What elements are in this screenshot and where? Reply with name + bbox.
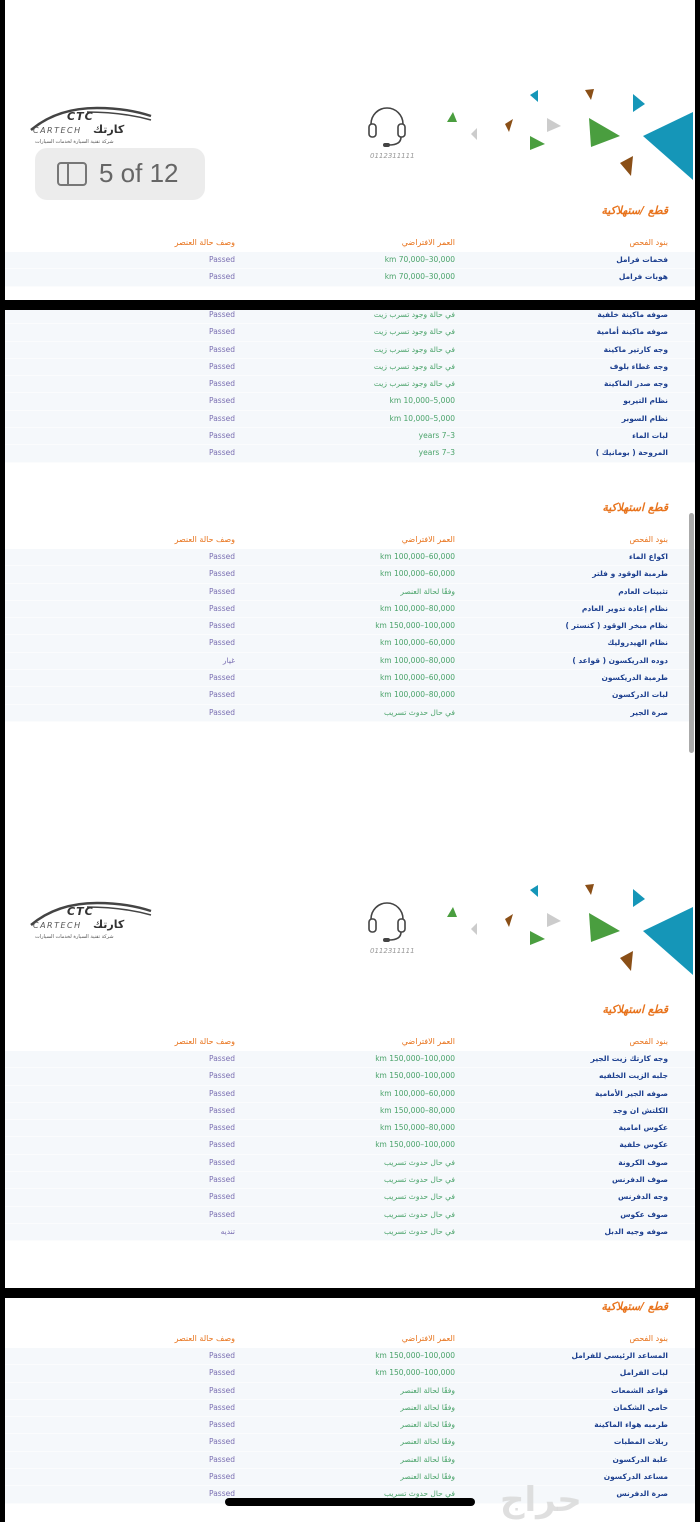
status: Passed xyxy=(209,1088,235,1098)
table-row xyxy=(5,376,695,393)
table-row xyxy=(5,1400,695,1417)
item-name: صوفه ماكينة أمامية xyxy=(596,327,668,337)
table-row xyxy=(5,1224,695,1241)
lifespan: وفقًا لحالة العنصر xyxy=(400,1454,455,1464)
decorative-triangles xyxy=(435,88,695,183)
lifespan: km 100,000–60,000 xyxy=(379,1088,455,1098)
decorative-triangles xyxy=(435,883,695,978)
lifespan: km 100,000–80,000 xyxy=(379,690,455,700)
item-name: علبة الدركسون xyxy=(612,1454,668,1464)
lifespan: في حال حدوث تسريب xyxy=(384,1226,455,1236)
status: Passed xyxy=(209,448,235,458)
section-title: قطع /ستهلاكية xyxy=(601,1300,668,1313)
lifespan: km 70,000–30,000 xyxy=(384,272,455,282)
table-row xyxy=(5,1452,695,1469)
item-name: وجه غطاء بلوف xyxy=(609,361,668,371)
status: Passed xyxy=(209,1105,235,1115)
lifespan: km 150,000–100,000 xyxy=(375,1368,455,1378)
item-name: صوفه وجيه الدبل xyxy=(604,1226,668,1236)
column-header-life: العمر الافتراضي xyxy=(401,535,455,544)
status: Passed xyxy=(209,1368,235,1378)
item-name: طرمبة الدريكسون xyxy=(601,673,668,683)
lifespan: وفقًا لحالة العنصر xyxy=(400,1472,455,1482)
table-body xyxy=(5,1348,695,1504)
lifespan: years 7–3 xyxy=(418,448,455,458)
lifespan: years 7–3 xyxy=(418,431,455,441)
item-name: وجه كارتك زيت الجير xyxy=(590,1054,668,1063)
table-row xyxy=(5,411,695,428)
table-row xyxy=(5,1103,695,1120)
table-row xyxy=(5,687,695,704)
status: Passed xyxy=(209,1351,235,1360)
item-name: طرمبه هواء الماكينة xyxy=(594,1420,668,1430)
lifespan: km 150,000–100,000 xyxy=(375,1054,455,1063)
item-name: صرة الدفرنس xyxy=(616,1489,668,1499)
lifespan: في حال حدوث تسريب xyxy=(384,1209,455,1219)
item-name: طرمبة الوقود و فلتر xyxy=(592,569,668,579)
column-header-status: وصف حالة العنصر xyxy=(174,535,235,544)
lifespan: km 150,000–80,000 xyxy=(379,1123,455,1133)
status: Passed xyxy=(209,327,235,337)
lifespan: في حالة وجود تسرب زيت xyxy=(373,327,455,337)
item-name: وجه صدر الماكينة xyxy=(604,379,668,389)
item-name: فحمات فرامل xyxy=(616,255,668,264)
item-name: الكلتش ان وجد xyxy=(612,1105,668,1115)
status: Passed xyxy=(209,690,235,700)
column-header-life: العمر الافتراضي xyxy=(401,1037,455,1046)
table-row xyxy=(5,393,695,410)
lifespan: وفقًا لحالة العنصر xyxy=(400,586,455,596)
document-page-3 xyxy=(5,1298,695,1522)
lifespan: في حال حدوث تسريب xyxy=(384,707,455,717)
lifespan: km 150,000–100,000 xyxy=(375,621,455,631)
status: Passed xyxy=(209,361,235,371)
table-row xyxy=(5,1469,695,1486)
table-row xyxy=(5,445,695,462)
item-name: جلبه الزيت الخلفيه xyxy=(599,1071,668,1081)
item-name: ربلات المطبات xyxy=(613,1437,668,1447)
table-row xyxy=(5,269,695,286)
table-row xyxy=(5,566,695,583)
lifespan: في حال حدوث تسريب xyxy=(384,1489,455,1499)
cartech-logo: CTC CARTECH كارتك شركة تقنية السيارة لخدمات السيارات xyxy=(27,104,157,164)
table-row xyxy=(5,1434,695,1451)
item-name: نظام التيربو xyxy=(623,396,668,406)
status: Passed xyxy=(209,707,235,717)
table-body xyxy=(5,1051,695,1241)
item-name: قواعد الشمعات xyxy=(611,1385,668,1395)
status: Passed xyxy=(209,603,235,613)
section-title: قطع استهلاكية xyxy=(602,501,668,514)
lifespan: km 10,000–5,000 xyxy=(389,396,455,406)
item-name: المروحة ( بومانيك ) xyxy=(595,448,668,458)
column-header-status: وصف حالة العنصر xyxy=(174,1334,235,1343)
status: غيار xyxy=(222,655,235,665)
column-header-item: بنود الفحص xyxy=(629,535,668,544)
status: Passed xyxy=(209,396,235,406)
table-row xyxy=(5,1417,695,1434)
table-row xyxy=(5,1120,695,1137)
status: Passed xyxy=(209,1454,235,1464)
status: تنديه xyxy=(220,1226,235,1236)
item-name: حامي الشكمان xyxy=(613,1402,668,1412)
status: Passed xyxy=(209,1054,235,1063)
lifespan: في حالة وجود تسرب زيت xyxy=(373,361,455,371)
status: Passed xyxy=(209,621,235,631)
column-header-life: العمر الافتراضي xyxy=(401,238,455,247)
lifespan: km 150,000–100,000 xyxy=(375,1351,455,1360)
status: Passed xyxy=(209,431,235,441)
item-name: وجه كارتير ماكينة xyxy=(603,344,668,354)
item-name: صوفه الجير الأمامية xyxy=(594,1088,668,1098)
table-row xyxy=(5,1383,695,1400)
lifespan: km 100,000–60,000 xyxy=(379,569,455,579)
status: Passed xyxy=(209,569,235,579)
lifespan: km 150,000–100,000 xyxy=(375,1071,455,1081)
column-header-item: بنود الفحص xyxy=(629,238,668,247)
table-row xyxy=(5,324,695,341)
status: Passed xyxy=(209,344,235,354)
column-header-status: وصف حالة العنصر xyxy=(174,1037,235,1046)
lifespan: في حالة وجود تسرب زيت xyxy=(373,310,455,319)
headset-icon xyxy=(365,106,409,150)
table-body xyxy=(5,549,695,722)
item-name: نظام السوبر xyxy=(621,413,668,423)
item-name: اكواع الماء xyxy=(628,552,668,561)
cartech-logo: CTC CARTECH كارتك شركة تقنية السيارة لخدمات السيارات xyxy=(27,899,157,959)
phone-number: 0112311111 xyxy=(370,947,415,955)
table-row xyxy=(5,635,695,652)
headset-icon xyxy=(365,901,409,945)
item-name: دوده الدريكسون ( قواعد ) xyxy=(572,655,668,665)
status: Passed xyxy=(209,255,235,264)
status: Passed xyxy=(209,1472,235,1482)
column-header-item: بنود الفحص xyxy=(629,1037,668,1046)
lifespan: km 100,000–60,000 xyxy=(379,638,455,648)
item-name: هوبات فرامل xyxy=(618,272,668,282)
item-name: صوفه ماكينة خلفية xyxy=(597,310,668,319)
lifespan: وفقًا لحالة العنصر xyxy=(400,1402,455,1412)
item-name: تثبيتات العادم xyxy=(618,586,668,596)
status: Passed xyxy=(209,673,235,683)
table-row xyxy=(5,601,695,618)
table-row xyxy=(5,705,695,722)
table-row xyxy=(5,549,695,566)
status: Passed xyxy=(209,1420,235,1430)
status: Passed xyxy=(209,586,235,596)
item-name: لبات الماء xyxy=(632,431,668,441)
table-row xyxy=(5,1068,695,1085)
item-name: صرة الجير xyxy=(630,707,668,717)
status: Passed xyxy=(209,1402,235,1412)
status: Passed xyxy=(209,1489,235,1499)
table-row xyxy=(5,1051,695,1068)
status: Passed xyxy=(209,1071,235,1081)
item-name: صوف الكرونة xyxy=(618,1157,668,1167)
status: Passed xyxy=(209,1385,235,1395)
lifespan: في حال حدوث تسريب xyxy=(384,1175,455,1185)
table-row xyxy=(5,584,695,601)
section-title: قطع استهلاكية xyxy=(602,1003,668,1016)
table-row xyxy=(5,1189,695,1206)
section-title: قطع /ستهلاكية xyxy=(601,204,668,217)
lifespan: في حال حدوث تسريب xyxy=(384,1157,455,1167)
lifespan: km 100,000–60,000 xyxy=(379,673,455,683)
item-name: صوف الدفرنس xyxy=(612,1175,668,1185)
table-row xyxy=(5,310,695,324)
item-name: مساعد الدركسون xyxy=(603,1472,668,1482)
item-name: نظام الهيدروليك xyxy=(607,638,668,648)
table-row xyxy=(5,618,695,635)
table-row xyxy=(5,1155,695,1172)
status: Passed xyxy=(209,1175,235,1185)
lifespan: وفقًا لحالة العنصر xyxy=(400,1385,455,1395)
table-row xyxy=(5,342,695,359)
sidebar-icon xyxy=(57,162,87,186)
item-name: المساعد الرئيسي للفرامل xyxy=(571,1351,668,1360)
item-name: لبات الفرامل xyxy=(619,1368,668,1378)
status: Passed xyxy=(209,1437,235,1447)
status: Passed xyxy=(209,1157,235,1167)
lifespan: km 100,000–80,000 xyxy=(379,655,455,665)
lifespan: في حالة وجود تسرب زيت xyxy=(373,379,455,389)
table-row xyxy=(5,653,695,670)
home-indicator[interactable] xyxy=(225,1498,475,1506)
table-row xyxy=(5,428,695,445)
item-name: صوف عكوس xyxy=(620,1209,668,1219)
item-name: عكوس امامية xyxy=(618,1123,668,1133)
lifespan: في حال حدوث تسريب xyxy=(384,1192,455,1202)
item-name: نظام مبخر الوقود ( كنستر ) xyxy=(565,621,668,631)
lifespan: km 70,000–30,000 xyxy=(384,255,455,264)
lifespan: في حالة وجود تسرب زيت xyxy=(373,344,455,354)
table-row xyxy=(5,1207,695,1224)
status: Passed xyxy=(209,552,235,561)
document-page-2 xyxy=(5,310,695,1288)
status: Passed xyxy=(209,272,235,282)
table-row xyxy=(5,1348,695,1365)
lifespan: km 150,000–100,000 xyxy=(375,1140,455,1150)
status: Passed xyxy=(209,379,235,389)
page-indicator[interactable]: 5 of 12 xyxy=(35,148,205,200)
item-name: لبات الدركسون xyxy=(612,690,668,700)
column-header-item: بنود الفحص xyxy=(629,1334,668,1343)
column-header-life: العمر الافتراضي xyxy=(401,1334,455,1343)
table-row xyxy=(5,670,695,687)
phone-number: 0112311111 xyxy=(370,152,415,160)
lifespan: km 100,000–80,000 xyxy=(379,603,455,613)
status: Passed xyxy=(209,1209,235,1219)
page-header xyxy=(5,885,695,975)
haraj-watermark: حراج xyxy=(500,1480,582,1520)
status: Passed xyxy=(209,310,235,319)
table-body xyxy=(5,252,695,287)
table-row xyxy=(5,1086,695,1103)
table-row xyxy=(5,1365,695,1382)
item-name: وجه الدفرنس xyxy=(618,1192,668,1202)
status: Passed xyxy=(209,1140,235,1150)
lifespan: km 10,000–5,000 xyxy=(389,413,455,423)
table-row xyxy=(5,252,695,269)
lifespan: km 150,000–80,000 xyxy=(379,1105,455,1115)
item-name: نظام إعادة تدوير العادم xyxy=(581,603,668,613)
status: Passed xyxy=(209,1123,235,1133)
table-row xyxy=(5,1172,695,1189)
table-body xyxy=(5,310,695,463)
status: Passed xyxy=(209,413,235,423)
status: Passed xyxy=(209,1192,235,1202)
lifespan: km 100,000–60,000 xyxy=(379,552,455,561)
item-name: عكوس خلفية xyxy=(619,1140,668,1150)
table-row xyxy=(5,1137,695,1154)
lifespan: وفقًا لحالة العنصر xyxy=(400,1420,455,1430)
lifespan: وفقًا لحالة العنصر xyxy=(400,1437,455,1447)
status: Passed xyxy=(209,638,235,648)
column-header-status: وصف حالة العنصر xyxy=(174,238,235,247)
table-row xyxy=(5,359,695,376)
scrollbar[interactable] xyxy=(689,513,694,753)
